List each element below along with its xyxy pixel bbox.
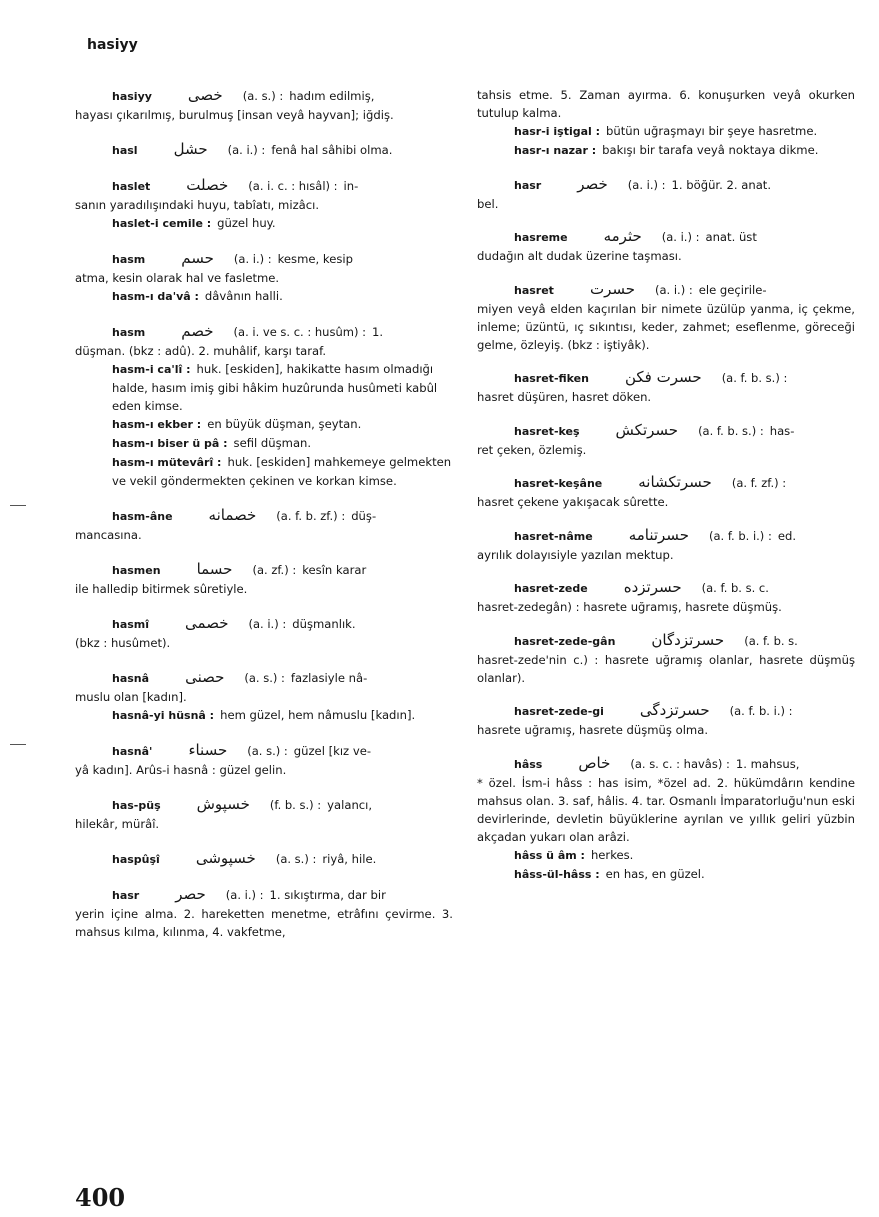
dictionary-entry [75, 849, 453, 869]
definition-text: düşman. (bkz : adû). 2. muhâlif, karşı taraf. [75, 344, 327, 358]
headword: hasret-zede-gi [514, 705, 604, 718]
entry-head-line [477, 421, 855, 441]
dictionary-entry [477, 526, 855, 564]
definition-start: 1. [371, 325, 384, 339]
definition-start: ed. [777, 528, 797, 543]
subentry [75, 214, 453, 233]
subentry-headword: hasm-ı ekber : [112, 418, 202, 431]
dictionary-entry [75, 249, 453, 306]
definition-start: kesme, kesip [277, 252, 353, 266]
arabic-script: حسرت [589, 279, 636, 298]
dictionary-entry [477, 175, 855, 213]
dictionary-entry [477, 421, 855, 459]
arabic-script: خصلت [186, 176, 229, 194]
grammar-note: (a. f. b. zf.) : [276, 509, 346, 523]
subentry-headword: hasm-ı da'vâ : [112, 290, 199, 303]
entry-head-line [75, 614, 453, 634]
definition-text: tahsis etme. 5. Zaman ayırma. 6. konuşurken veyâ okurken tutulup kalma. [477, 88, 855, 120]
subentry-headword: hasr-i iştigal : [514, 125, 601, 138]
grammar-note: (a. f. b. s. [744, 633, 798, 648]
headword: hasret-zede [514, 582, 588, 595]
subentry-text: dâvânın halli. [204, 289, 283, 303]
headword: hasret-keşâne [514, 477, 603, 490]
headword: hasm [112, 253, 146, 266]
subentry-headword: haslet-i cemile : [112, 217, 212, 230]
arabic-script: حسناء [188, 741, 228, 759]
subentry [477, 122, 855, 141]
definition-text: hasret düşüren, hasret döken. [477, 390, 652, 404]
dictionary-entry [75, 614, 453, 652]
grammar-note: (a. f. b. s.) : [698, 423, 764, 438]
grammar-note: (a. f. b. i.) : [729, 704, 793, 718]
arabic-script: خصر [577, 174, 608, 193]
arabic-script: خصم [181, 322, 214, 340]
subentry-text: bakışı bir tarafa veyâ noktaya dikme. [602, 143, 819, 157]
entry-head-line [75, 140, 453, 160]
grammar-note: (a. f. b. i.) : [708, 528, 772, 543]
definition-text: (bkz : husûmet). [75, 636, 171, 650]
subentry [75, 287, 453, 306]
subentry-text: sefil düşman. [233, 436, 312, 450]
definition-text: yerin içine alma. 2. hareketten menetme, etrâfını çevirme. 3. mahsus kılma, kılınma, 4. vakfetme, [75, 907, 453, 939]
subentry-text: hem güzel, hem nâmuslu [kadın]. [220, 708, 416, 722]
headword: haspûşî [112, 853, 160, 866]
headword: hasret-fiken [514, 372, 589, 385]
definition-start: kesîn karar [302, 563, 367, 577]
dictionary-entry [477, 578, 855, 616]
headword: hasm-âne [112, 510, 173, 523]
grammar-note: (a. s.) : [244, 671, 285, 685]
grammar-note: (a. i.) : [248, 617, 287, 631]
definition-start: anat. üst [705, 230, 757, 244]
arabic-script: حسرتکش [615, 420, 679, 439]
definition-start: hadım edilmiş, [289, 89, 375, 103]
grammar-note: (a. f. b. s. c. [701, 581, 769, 595]
grammar-note: (a. i. ve s. c. : husûm) : [233, 325, 366, 339]
definition-start: düşmanlık. [292, 617, 356, 631]
dictionary-entry [75, 322, 453, 490]
definition-start: in- [343, 179, 359, 193]
definition-text: miyen veyâ elden kaçırılan bir nimete üzülüp yanma, iç çekme, inleme; üzüntü, ıç sıkıntısı, keder, zahmet; eseflenme, göreceği gelme, özleyiş. (bkz : iştiyâk). [477, 301, 855, 352]
entry-head-line [75, 506, 453, 526]
arabic-script: خسپوش [196, 795, 250, 813]
grammar-note: (a. i.) : [227, 143, 266, 157]
subentry-text: güzel huy. [217, 216, 276, 230]
definition-start: 1. böğür. 2. anat. [671, 177, 772, 192]
subentry [75, 415, 453, 434]
arabic-script: حسرتزدگی [639, 701, 710, 719]
running-head: hasiyy [87, 37, 138, 53]
definition-start: has- [769, 423, 795, 438]
arabic-script: حثرمه [603, 227, 642, 245]
dictionary-entry [477, 701, 855, 739]
subentry-headword: hâss-ül-hâss : [514, 867, 600, 881]
definition-start: riyâ, hile. [322, 852, 377, 866]
margin-mark [10, 505, 26, 506]
subentry-headword: hasm-i ca'lî : [112, 363, 191, 376]
right-column [477, 86, 855, 898]
subentry-text: bütün uğraşmayı bir şeye hasretme. [606, 124, 818, 138]
entry-head-line [75, 249, 453, 269]
headword: hasret [514, 283, 554, 297]
margin-mark [10, 744, 26, 745]
subentry-headword: hasm-ı biser ü pâ : [112, 437, 228, 450]
definition-text: ile halledip bitirmek sûretiyle. [75, 582, 248, 596]
grammar-note: (f. b. s.) : [269, 798, 322, 812]
entry-head-line [75, 86, 453, 106]
arabic-script: خصی [187, 86, 223, 104]
headword: haslet [112, 180, 151, 193]
grammar-note: (a. i.) : [655, 282, 693, 297]
dictionary-entry [75, 668, 453, 725]
dictionary-entry [477, 86, 855, 160]
entry-head-line [75, 795, 453, 815]
headword: hasr [112, 889, 140, 902]
subentry-text: huk. [eskiden] mahkemeye gelmekten ve vekil göndermekten çekinen ve korkan kimse. [112, 455, 452, 488]
headword: hasl [112, 144, 138, 157]
definition-start: fenâ hal sâhibi olma. [271, 143, 393, 157]
subentry [75, 453, 453, 490]
headword: hasret-zede-gân [514, 634, 616, 648]
definition-text: atma, kesin olarak hal ve fasletme. [75, 271, 280, 285]
dictionary-entry [477, 368, 855, 406]
dictionary-entry [75, 506, 453, 544]
grammar-note: (a. i.) : [225, 888, 264, 902]
headword: has-püş [112, 799, 161, 812]
dictionary-entry [75, 560, 453, 598]
grammar-note: (a. s.) : [242, 89, 284, 103]
dictionary-entry [477, 227, 855, 265]
dictionary-entry [75, 885, 453, 941]
subentry-text: en has, en güzel. [605, 866, 705, 881]
arabic-script: حصنی [185, 668, 225, 686]
definition-text: hayası çıkarılmış, burulmuş [insan veyâ hayvan]; iğdiş. [75, 108, 394, 122]
definition-start: fazlasiyle nâ- [290, 671, 368, 685]
subentry [477, 141, 855, 160]
grammar-note: (a. s. c. : havâs) : [630, 756, 730, 771]
definition-start: yalancı, [327, 798, 373, 812]
definition-text: hasrete uğramış, hasrete düşmüş olma. [477, 723, 709, 737]
dictionary-entry [477, 473, 855, 511]
arabic-script: حسرتزده [623, 578, 682, 596]
definition-text: bel. [477, 196, 499, 211]
headword: hasmen [112, 564, 161, 577]
grammar-note: (a. s.) : [247, 744, 288, 758]
entry-head-line [477, 701, 855, 721]
entry-head-line [477, 368, 855, 388]
definition-text: hasret-zede'nin c.) : hasrete uğramış olanlar, hasrete düşmüş olanlar). [477, 652, 855, 685]
definition-text: mancasına. [75, 528, 142, 542]
entry-head-line [477, 473, 855, 493]
definition-start: düş- [351, 509, 377, 523]
arabic-script: حسما [196, 560, 233, 578]
headword: hasr [514, 178, 542, 192]
definition-start: güzel [kız ve- [293, 744, 372, 758]
headword: hasret-keş [514, 424, 580, 438]
headword: hasnâ' [112, 745, 153, 758]
headword: hasret-nâme [514, 529, 593, 543]
grammar-note: (a. f. b. s.) : [721, 371, 788, 385]
subentry-text: huk. [eskiden], hakikatte hasım olmadığı halde, hasım imiş gibi hâkim huzûrunda husûmeti kabûl eden kimse. [112, 362, 438, 413]
subentry [477, 846, 855, 865]
left-column [75, 86, 453, 957]
entry-head-line [477, 631, 855, 651]
entry-head-line [477, 280, 855, 300]
dictionary-entry [477, 280, 855, 354]
subentry [75, 434, 453, 453]
grammar-note: (a. i.) : [661, 230, 700, 244]
subentry-headword: hasm-ı mütevârî : [112, 456, 222, 469]
definition-start: 1. mahsus, [735, 756, 800, 771]
subentry-text: en büyük düşman, şeytan. [207, 417, 362, 431]
arabic-script: خصمی [185, 614, 229, 632]
arabic-script: حسرتزدگان [651, 630, 725, 649]
dictionary-entry [75, 741, 453, 779]
dictionary-entry [75, 176, 453, 233]
dictionary-entry [477, 631, 855, 687]
subentry-headword: hâss ü âm : [514, 848, 585, 862]
subentry [75, 360, 453, 415]
definition-text: sanın yaradılışındaki huyu, tabîatı, mizâcı. [75, 198, 320, 212]
definition-text: yâ kadın]. Arûs-i hasnâ : güzel gelin. [75, 763, 287, 777]
entry-head-line [75, 668, 453, 688]
subentry-text: herkes. [590, 847, 634, 862]
headword: hâss [514, 757, 543, 771]
definition-start: 1. sıkıştırma, dar bir [269, 888, 386, 902]
entry-head-line [477, 526, 855, 546]
arabic-script: حسرتنامه [628, 525, 689, 544]
headword: hasreme [514, 231, 568, 244]
definition-text: muslu olan [kadın]. [75, 690, 187, 704]
definition-text: hilekâr, mürâî. [75, 817, 160, 831]
headword: hasnâ [112, 672, 150, 685]
dictionary-entry [477, 754, 855, 884]
entry-head-line [75, 741, 453, 761]
grammar-note: (a. zf.) : [252, 563, 297, 577]
entry-head-line [477, 175, 855, 195]
subentry-headword: hasnâ-yi hüsnâ : [112, 709, 215, 722]
dictionary-entry [75, 86, 453, 124]
subentry [75, 706, 453, 725]
arabic-script: حسرت فکن [624, 368, 702, 386]
headword: hasmî [112, 618, 150, 631]
definition-text: hasret-zedegân) : hasrete uğramış, hasrete düşmüş. [477, 600, 782, 614]
entry-head-line [477, 578, 855, 598]
entry-head-line [477, 754, 855, 774]
headword: hasiyy [112, 90, 152, 103]
definition-text: ret çeken, özlemiş. [477, 442, 587, 457]
entry-head-line [75, 560, 453, 580]
headword: hasm [112, 326, 146, 339]
subentry [477, 865, 855, 884]
arabic-script: حشل [173, 140, 208, 158]
arabic-script: حسرتکشانه [638, 473, 712, 491]
dictionary-entry [75, 795, 453, 833]
definition-text: hasret çekene yakışacak sûrette. [477, 495, 669, 509]
dictionary-entry [75, 140, 453, 160]
arabic-script: خسپوشی [195, 849, 256, 867]
definition-start: ele geçirile- [698, 282, 767, 297]
definition-text: dudağın alt dudak üzerine taşması. [477, 249, 682, 263]
page-number: 400 [75, 1183, 126, 1212]
definition-text: ayrılık dolayısiyle yazılan mektup. [477, 547, 674, 562]
definition-text: * özel. İsm-i hâss : has isim, *özel ad. 2. hükümdârın kendine mahsus olan. 3. saf, hâlis. 4. tar. Osmanlı İmparatorluğu'nun eski devirlerinde, devletin büyüklerine ayrılan ve yıllık geliri yüzbin akçadan yukarı olan arâzi. [477, 775, 855, 844]
arabic-script: خصمانه [208, 506, 257, 524]
arabic-script: حسم [181, 249, 214, 267]
arabic-script: حصر [175, 885, 206, 903]
grammar-note: (a. i. c. : hısâl) : [248, 179, 338, 193]
arabic-script: خاص [578, 753, 611, 772]
entry-head-line [75, 176, 453, 196]
entry-head-line [477, 227, 855, 247]
entry-head-line [75, 849, 453, 869]
grammar-note: (a. i.) : [233, 252, 272, 266]
grammar-note: (a. s.) : [275, 852, 317, 866]
subentry-headword: hasr-ı nazar : [514, 144, 597, 157]
grammar-note: (a. i.) : [627, 177, 666, 192]
entry-head-line [75, 885, 453, 905]
grammar-note: (a. f. zf.) : [731, 476, 787, 490]
entry-head-line [75, 322, 453, 342]
